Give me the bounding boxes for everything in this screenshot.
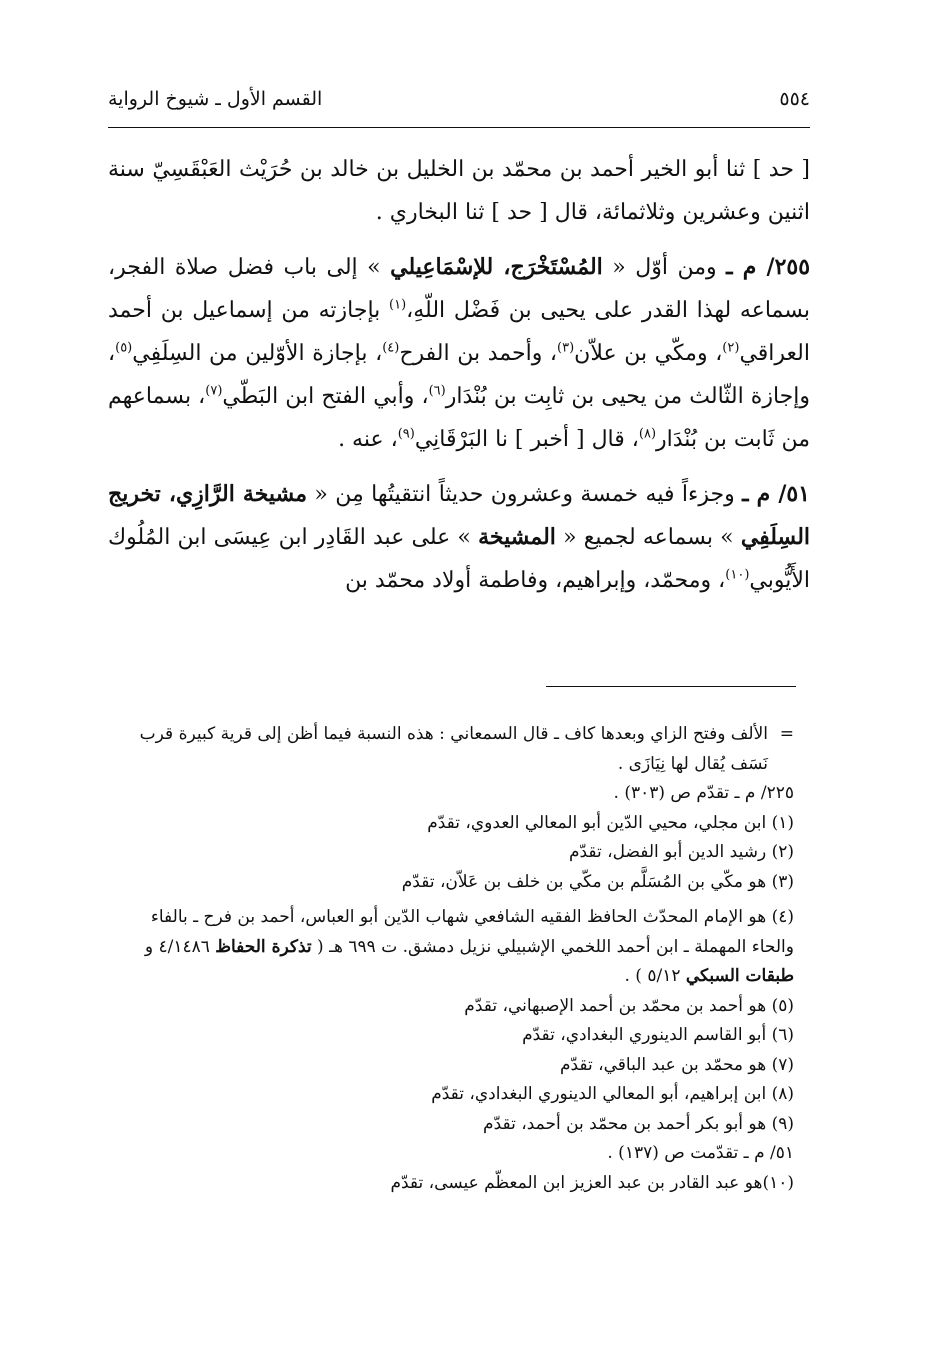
entry-text: ، وأحمد بن الفرح xyxy=(399,341,558,366)
footnote-ref[interactable]: (٦) xyxy=(428,383,446,399)
entry-text: ، ومحمّد، وإبراهيم، وفاطمة أولاد محمّد بن xyxy=(345,568,726,593)
entry-text: ومن أوّل « xyxy=(602,255,717,280)
footnote-ref[interactable]: (١) xyxy=(389,297,407,313)
footnote-6: (٦) أبو القاسم الدينوري البغدادي، تقدّم xyxy=(522,1025,794,1045)
page-number: ٥٥٤ xyxy=(779,88,810,110)
footnote-text: ٤/١٤٨٦ و xyxy=(144,936,216,957)
entry-text: ، بإجازة الأوّلين من السِلَفِي xyxy=(132,341,383,366)
entry-number: ٢٥٥/ م ـ xyxy=(726,254,811,280)
entry-255 xyxy=(108,246,810,461)
footnote-continued xyxy=(108,720,794,779)
footnote-ref[interactable]: (٣) xyxy=(557,340,575,356)
page-header xyxy=(108,88,810,110)
footnote-ref[interactable]: (٢) xyxy=(722,340,740,356)
entry-51 xyxy=(108,473,810,602)
footnote-7: (٧) هو محمّد بن عبد الباقي، تقدّم xyxy=(559,1054,794,1075)
running-title: القسم الأول ـ شيوخ الرواية xyxy=(108,88,323,110)
paragraph-continuation: [ حد ] ثنا أبو الخير أحمد بن محمّد بن الخليل بن خالد بن حُرَيْث العَبْقَسِيّ سنة اثنين وعشرين وثلاثمائة، قال [ حد ] ثنا البخاري . xyxy=(108,157,810,225)
footnote-ref[interactable]: (٨) xyxy=(638,426,657,442)
footnote-ref[interactable]: (١٠) xyxy=(725,567,750,583)
book-title: المُسْتَخْرَج، للإسْمَاعِيلي xyxy=(390,254,603,280)
entry-text: ، قال [ أخبر ] نا البَرْقَانِي xyxy=(414,427,639,452)
footnote-ref[interactable]: (٧) xyxy=(205,383,223,399)
footnote-ref[interactable]: (٩) xyxy=(397,426,415,442)
continuation-marker: = xyxy=(779,724,794,744)
book-title: تذكرة الحفاظ xyxy=(215,936,312,957)
footnote-separator xyxy=(546,686,796,687)
footnotes xyxy=(108,720,794,1198)
entry-text: ، وإجازة الثّالث من يحيى بن ثابِت بن بُنْدَار xyxy=(108,341,810,409)
footnote-3: (٣) هو مكّي بن المُسَلَّم بن مكّي بن خلف بن عَلاّن، تقدّم xyxy=(401,871,794,892)
entry-number: ٥١/ م ـ xyxy=(742,481,810,507)
footnote-ref[interactable]: (٥) xyxy=(115,340,133,356)
footnote-8: (٨) ابن إبراهيم، أبو المعالي الدينوري البغدادي، تقدّم xyxy=(431,1084,794,1104)
entry-text: ، وأبي الفتح ابن البَطّي xyxy=(222,384,429,409)
entry-text: ، ومكّي بن علاّن xyxy=(574,341,723,366)
footnote-1: (١) ابن مجلي، محيي الدّين أبو المعالي العدوي، تقدّم xyxy=(427,812,794,833)
entry-text: » على عبد القَادِر ابن عِيسَى ابن المُلُوك الأَيُّوبي xyxy=(108,525,810,593)
entry-text: بإجازته من إسماعيل بن أحمد العراقي xyxy=(108,298,810,366)
footnote-entry-ref: ٢٢٥/ م ـ تقدّم ص (٣٠٣) . xyxy=(613,783,794,803)
entry-text: ، بسماعهم من ثَابت بن بُنْدَار xyxy=(108,384,810,452)
footnote-text: (٤) هو الإمام المحدّث الحافظ الفقيه الشافعي شهاب الدّين أبو العباس، أحمد بن فرح ـ بالفاء والحاء المهملة ـ ابن أحمد اللخمي الإشبيلي نزيل دمشق. ت ٦٩٩ هـ ( xyxy=(150,907,794,957)
entry-text: ، عنه . xyxy=(338,427,398,452)
main-text xyxy=(108,148,810,614)
footnote-entry-ref: ٥١/ م ـ تقدّمت ص (١٣٧) . xyxy=(607,1143,794,1163)
book-title: المشيخة xyxy=(478,524,556,550)
entry-text: » إلى باب فضل صلاة الفجر، بسماعه لهذا القدر على يحيى بن فَضْل اللّهِ، xyxy=(108,255,810,323)
footnote-4 xyxy=(108,903,794,992)
footnote-ref[interactable]: (٤) xyxy=(382,340,400,356)
book-title: مشيخة الرَّازِي، تخريج السِلَفِي xyxy=(108,481,811,550)
footnote-text: ٥/١٢ ) . xyxy=(624,966,686,986)
book-title: طبقات السبكي xyxy=(685,966,794,986)
footnote-2: (٢) رشيد الدين أبو الفضل، تقدّم xyxy=(568,842,794,862)
footnote-10: (١٠)هو عبد القادر بن عبد العزيز ابن المعظّم عيسى، تقدّم xyxy=(390,1172,794,1193)
entry-text: » بسماعه لجميع « xyxy=(555,525,741,550)
footnote-9: (٩) هو أبو بكر أحمد بن محمّد بن أحمد، تقدّم xyxy=(483,1113,794,1134)
footnote-5: (٥) هو أحمد بن محمّد بن أحمد الإصبهاني، تقدّم xyxy=(464,995,794,1016)
entry-text: وجزءاً فيه خمسة وعشرون حديثاً انتقيتُها مِن « xyxy=(306,482,735,507)
footnote-text: الألف وفتح الزاي وبعدها كاف ـ قال السمعاني : هذه النسبة فيما أظن إلى قرية كبيرة قرب نَسَف يُقال لها نِيَازَى . xyxy=(139,724,768,774)
header-rule xyxy=(108,127,810,128)
